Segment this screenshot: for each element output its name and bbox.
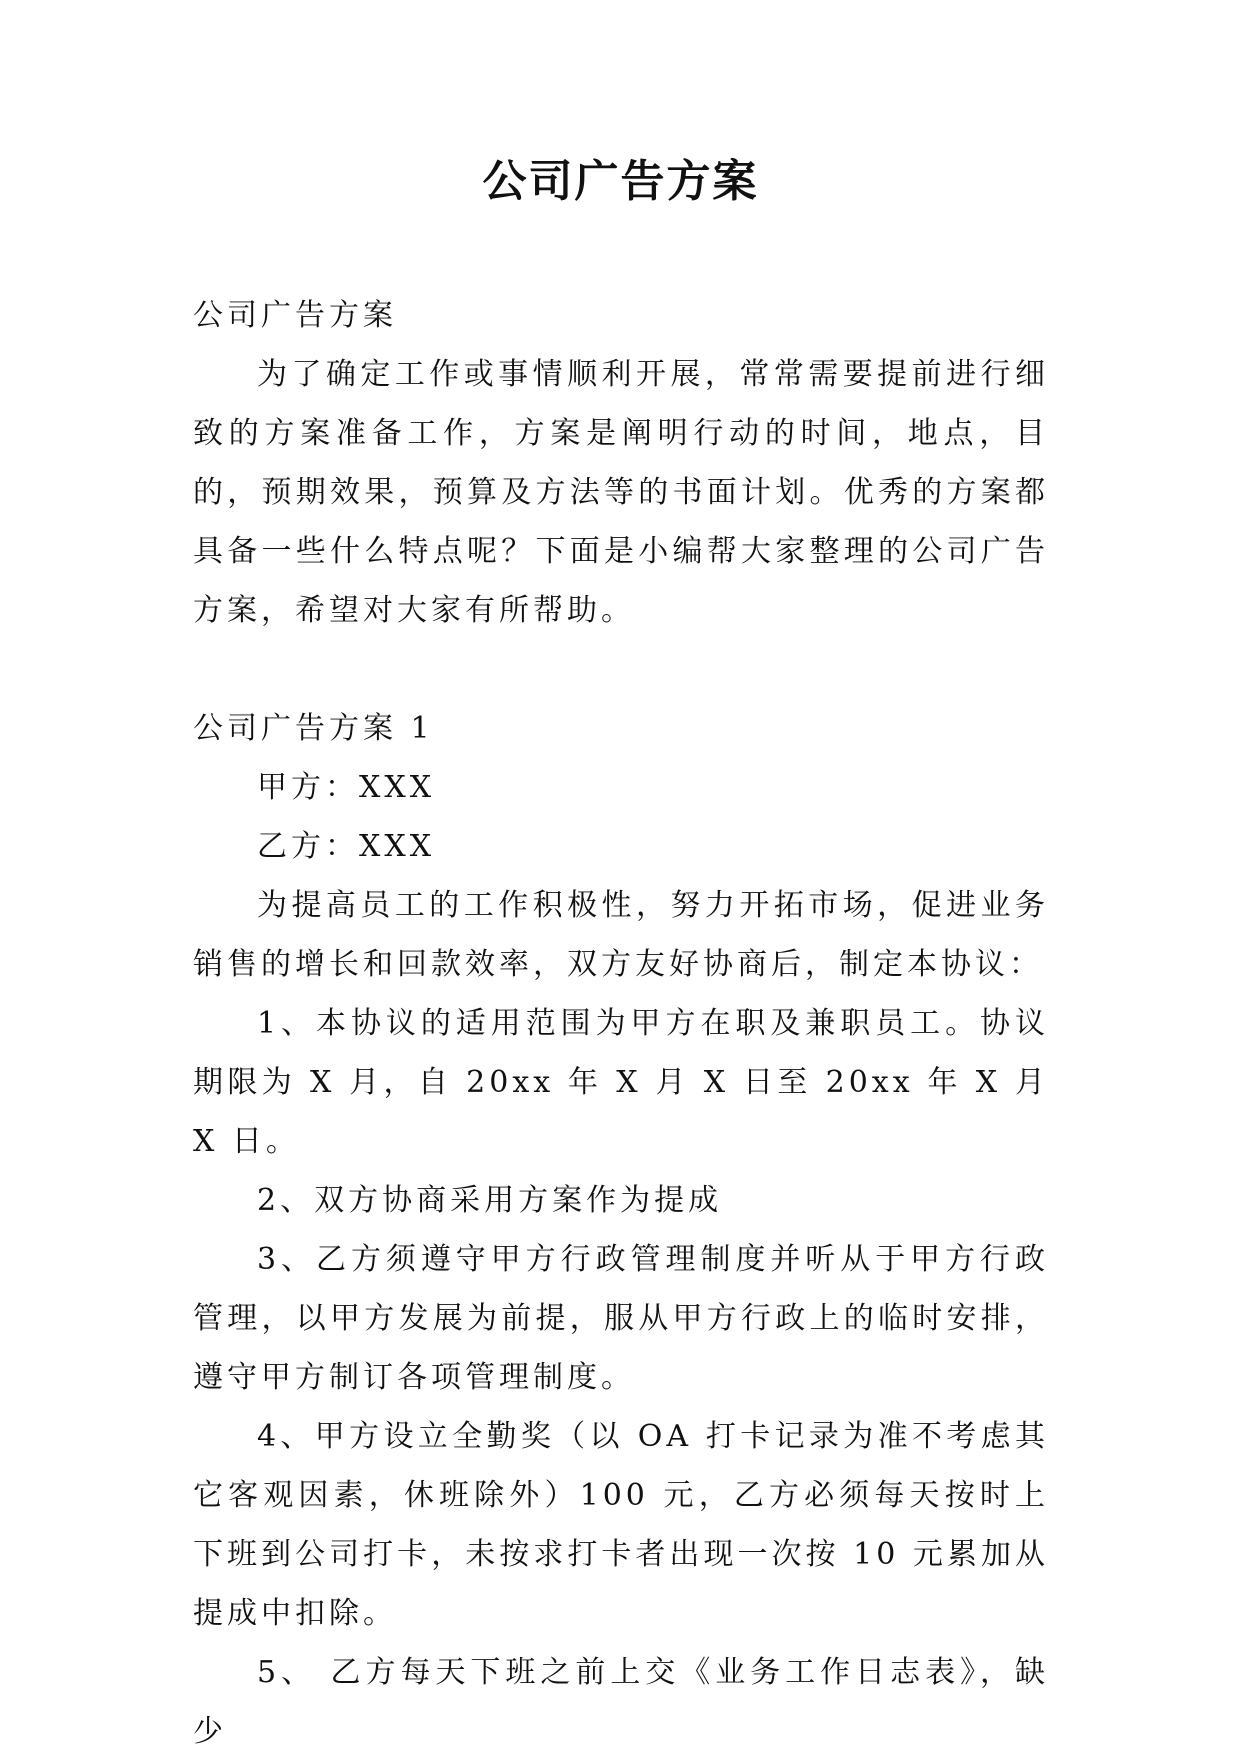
clause-5: 5、 乙方每天下班之前上交《业务工作日志表》，缺少 [193, 1655, 1049, 1749]
intro-heading: 公司广告方案 [193, 298, 397, 333]
intro-paragraph: 为了确定工作或事情顺利开展，常常需要提前进行细致的方案准备工作，方案是阐明行动的时间，地点，目的，预期效果，预算及方法等的书面计划。优秀的方案都具备一些什么特点呢？下面是小编帮大家整理的公司广告方案，希望对大家有所帮助。 [193, 357, 1049, 628]
party-b-line: 乙方：XXX [257, 829, 436, 864]
purpose-paragraph: 为提高员工的工作积极性，努力开拓市场，促进业务销售的增长和回款效率，双方友好协商后，制定本协议： [193, 888, 1049, 982]
party-a-line: 甲方：XXX [257, 770, 436, 805]
document-body [193, 286, 1049, 1761]
clause-1: 1、本协议的适用范围为甲方在职及兼职员工。协议期限为 X 月，自 20xx 年 X 月 X 日至 20xx 年 X 月 X 日。 [193, 1006, 1049, 1159]
clause-3: 3、乙方须遵守甲方行政管理制度并听从于甲方行政管理，以甲方发展为前提，服从甲方行政上的临时安排，遵守甲方制订各项管理制度。 [193, 1242, 1049, 1395]
section-spacer [193, 640, 1049, 699]
clause-2: 2、双方协商采用方案作为提成 [257, 1183, 723, 1218]
clause-4: 4、甲方设立全勤奖（以 OA 打卡记录为准不考虑其它客观因素，休班除外）100 元，乙方必须每天按时上下班到公司打卡，未按求打卡者出现一次按 10 元累加从提成中扣除。 [193, 1419, 1049, 1631]
section1-heading: 公司广告方案 1 [193, 711, 434, 746]
document-title: 公司广告方案 [482, 156, 759, 207]
